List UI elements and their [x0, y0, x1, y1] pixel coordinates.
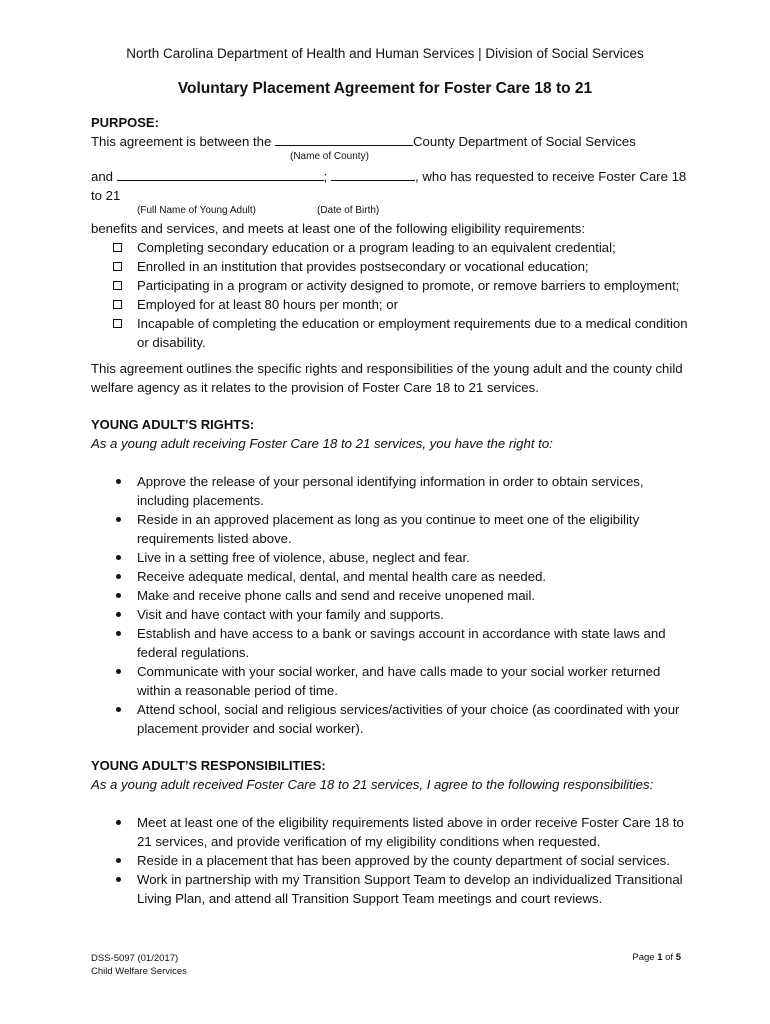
list-item-text: Work in partnership with my Transition Support Team to develop an individualized Transitional Living Plan, and attend all Transition Support Team meetings and court reviews. — [137, 872, 683, 906]
line-separator: ; — [323, 169, 328, 184]
purpose-heading: PURPOSE: — [91, 115, 159, 130]
rights-intro: As a young adult receiving Foster Care 18 to 21 services, you have the right to: — [91, 436, 553, 451]
bullet-icon — [116, 479, 121, 484]
page-of: of — [662, 952, 676, 963]
list-item-text: Establish and have access to a bank or savings account in accordance with state laws and federal regulations. — [137, 626, 666, 660]
young-adult-name-field[interactable] — [117, 167, 324, 181]
list-item — [113, 851, 691, 870]
footer-division: Child Welfare Services — [91, 966, 187, 977]
checkbox[interactable] — [113, 300, 122, 309]
responsibilities-heading: YOUNG ADULT’S RESPONSIBILITIES: — [91, 758, 326, 773]
bullet-icon — [116, 612, 121, 617]
list-item — [113, 567, 691, 586]
list-item-text: Attend school, social and religious services/activities of your choice (as coordinated with your placement provider and social worker). — [137, 702, 680, 736]
page-header: North Carolina Department of Health and Human Services | Division of Social Services — [126, 46, 644, 61]
form-footer — [91, 952, 187, 978]
county-name-field[interactable] — [275, 132, 413, 146]
list-item-text: Communicate with your social worker, and have calls made to your social worker returned within a reasonable period of time. — [137, 664, 661, 698]
responsibilities-list — [91, 813, 691, 908]
list-item-text: Meet at least one of the eligibility requirements listed above in order receive Foster Care 18 to 21 services, and provide verification of my eligibility conditions when requested. — [137, 815, 684, 849]
page-title: Voluntary Placement Agreement for Foster Care 18 to 21 — [177, 80, 593, 97]
list-item — [113, 870, 691, 908]
eligibility-item — [113, 257, 691, 276]
rights-heading: YOUNG ADULT’S RIGHTS: — [91, 417, 255, 432]
document-body — [91, 112, 691, 908]
young-adult-line — [91, 167, 691, 205]
list-item-text: Reside in an approved placement as long as you continue to meet one of the eligibility requirements listed above. — [137, 512, 640, 546]
young-adult-line-prefix: and — [91, 169, 117, 184]
bullet-icon — [116, 593, 121, 598]
eligibility-text: Participating in a program or activity designed to promote, or remove barriers to employment; — [137, 278, 680, 293]
eligibility-item — [113, 295, 691, 314]
eligibility-intro: benefits and services, and meets at least one of the following eligibility requirements: — [91, 221, 586, 236]
list-item — [113, 700, 691, 738]
list-item — [113, 624, 691, 662]
list-item-text: Make and receive phone calls and send and receive unopened mail. — [137, 588, 536, 603]
page-total: 5 — [675, 952, 681, 963]
bullet-icon — [116, 555, 121, 560]
bullet-icon — [116, 877, 121, 882]
young-adult-line-suffix: , who has requested to receive Foster Care 18 to 21 — [91, 169, 687, 203]
list-item — [113, 813, 691, 851]
checkbox[interactable] — [113, 243, 122, 252]
responsibilities-intro: As a young adult received Foster Care 18 to 21 services, I agree to the following responsibilities: — [91, 777, 654, 792]
page-current: 1 — [657, 952, 663, 963]
eligibility-item — [113, 276, 691, 295]
form-id: DSS-5097 (01/2017) — [91, 953, 179, 964]
bullet-icon — [116, 631, 121, 636]
bullet-icon — [116, 574, 121, 579]
field-captions — [91, 204, 691, 218]
list-item-text: Receive adequate medical, dental, and mental health care as needed. — [137, 569, 547, 584]
eligibility-text: Incapable of completing the education or employment requirements due to a medical condition or disability. — [137, 316, 688, 350]
county-line-suffix: County Department of Social Services — [413, 134, 636, 149]
county-line-prefix: This agreement is between the — [91, 134, 275, 149]
list-item — [113, 548, 691, 567]
bullet-icon — [116, 517, 121, 522]
rights-list — [91, 472, 691, 738]
list-item — [113, 662, 691, 700]
name-caption: (Full Name of Young Adult) — [137, 205, 256, 216]
bullet-icon — [116, 669, 121, 674]
date-of-birth-field[interactable] — [331, 167, 415, 181]
eligibility-text: Completing secondary education or a program leading to an equivalent credential; — [137, 240, 616, 255]
list-item — [113, 472, 691, 510]
bullet-icon — [116, 820, 121, 825]
bullet-icon — [116, 858, 121, 863]
county-line — [91, 132, 691, 151]
list-item — [113, 605, 691, 624]
list-item — [113, 510, 691, 548]
checkbox[interactable] — [113, 319, 122, 328]
list-item — [113, 586, 691, 605]
list-item-text: Visit and have contact with your family and supports. — [137, 607, 444, 622]
checkbox[interactable] — [113, 262, 122, 271]
agreement-outline: This agreement outlines the specific rights and responsibilities of the young adult and the county child welfare agency as it relates to the provision of Foster Care 18 to 21 services. — [91, 361, 683, 395]
eligibility-item — [113, 314, 691, 352]
list-item-text: Live in a setting free of violence, abuse, neglect and fear. — [137, 550, 470, 565]
bullet-icon — [116, 707, 121, 712]
checkbox[interactable] — [113, 281, 122, 290]
dob-caption: (Date of Birth) — [317, 205, 380, 216]
page-number — [632, 952, 681, 963]
list-item-text: Reside in a placement that has been approved by the county department of social services. — [137, 853, 670, 868]
eligibility-item — [113, 238, 691, 257]
eligibility-checklist — [91, 238, 691, 352]
page-prefix: Page — [632, 952, 658, 963]
county-caption: (Name of County) — [290, 151, 369, 162]
eligibility-text: Employed for at least 80 hours per month; or — [137, 297, 398, 312]
eligibility-text: Enrolled in an institution that provides postsecondary or vocational education; — [137, 259, 589, 274]
list-item-text: Approve the release of your personal identifying information in order to obtain services, including placements. — [137, 474, 644, 508]
